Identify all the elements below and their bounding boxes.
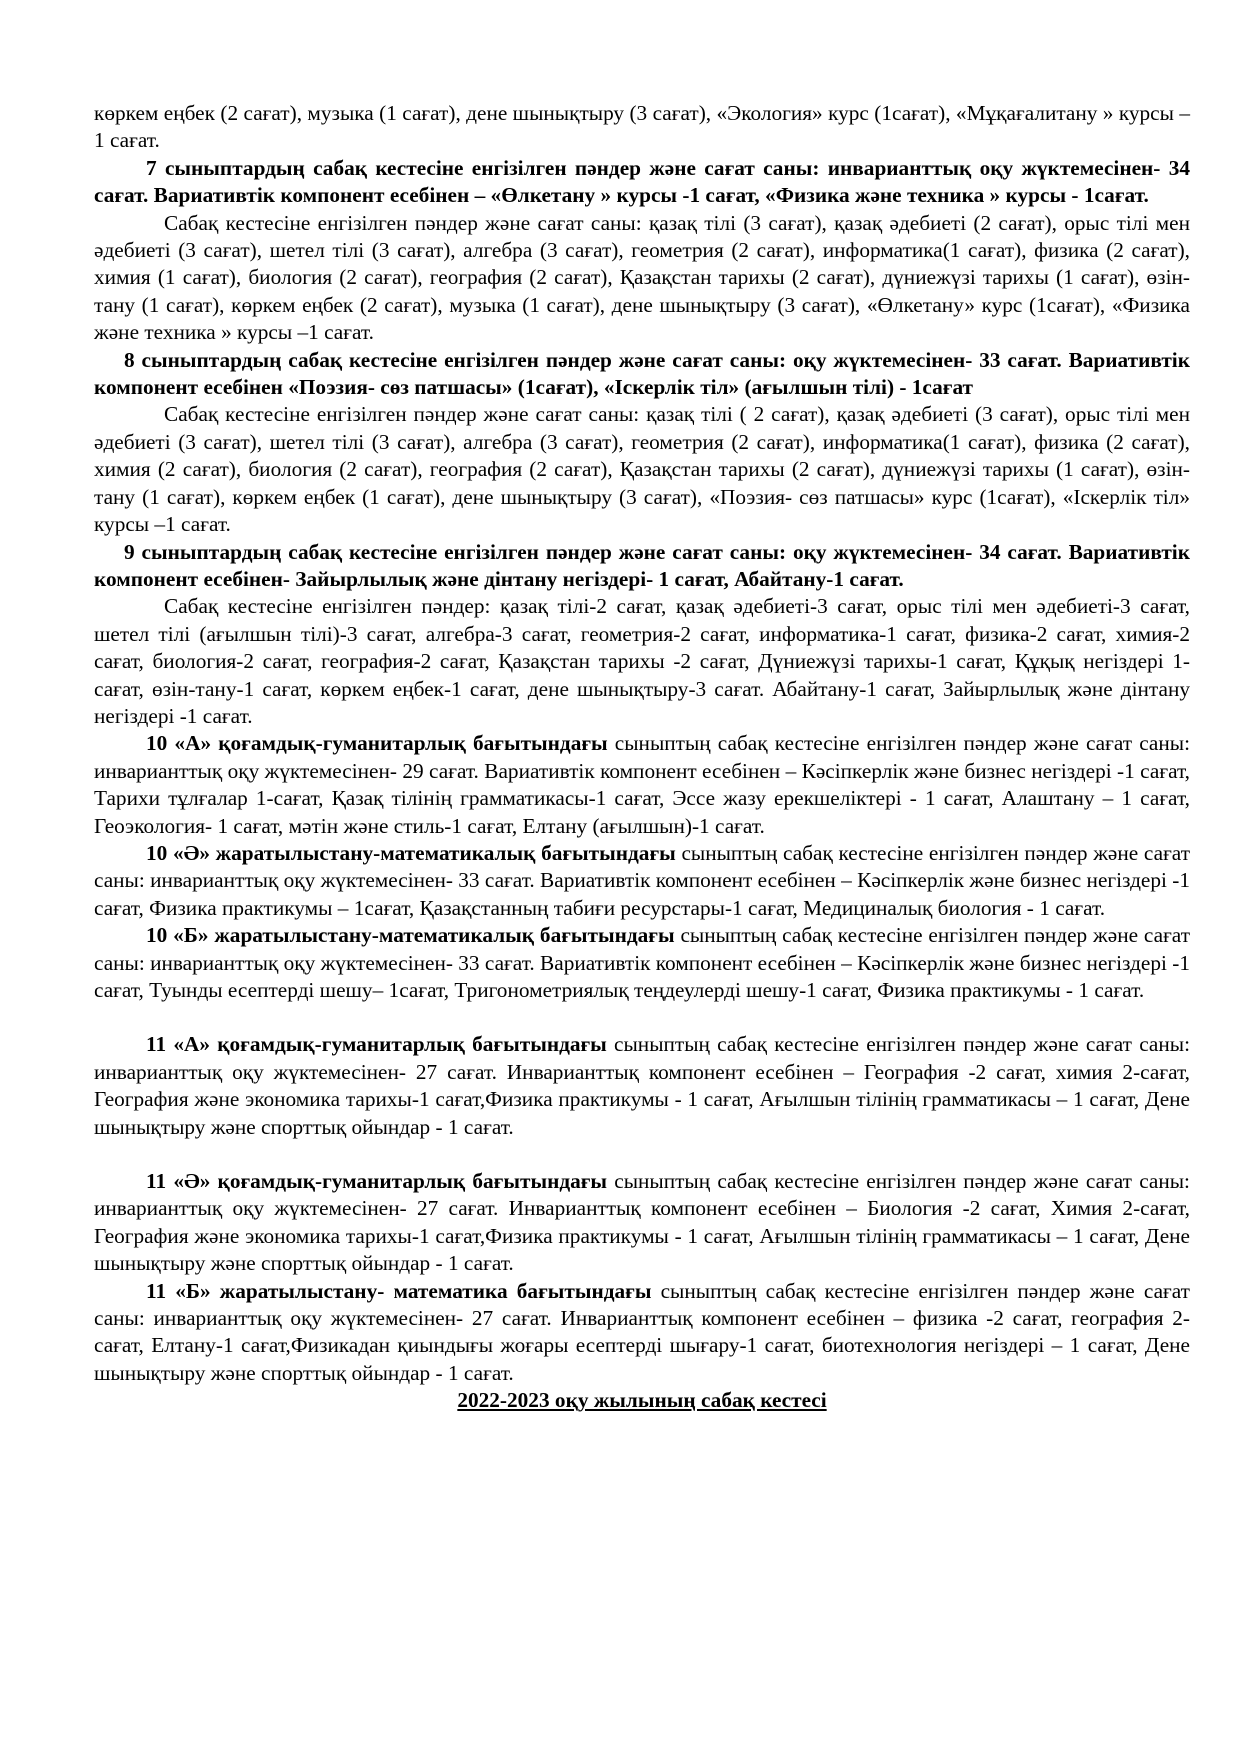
grade11ae-label: 11 «Ә» қоғамдық-гуманитарлық бағытындағы [146, 1169, 608, 1194]
grade10a-label: 10 «А» қоғамдық-гуманитарлық бағытындағы [146, 731, 608, 756]
heading-grade8: 8 сыныптардың сабақ кестесіне енгізілген пәндер және сағат саны: оқу жүктемесінен- 33 сағат. Вариативтік компонент есебінен «Поэзия- сөз патшасы» (1сағат), «Іскерлік тіл» (ағылшын тілі) - 1сағат [94, 347, 1190, 400]
schedule-title: 2022-2023 оқу жылының сабақ кестесі [457, 1388, 827, 1413]
grade11a-label: 11 «А» қоғамдық-гуманитарлық бағытындағы [146, 1032, 607, 1057]
document-body [94, 100, 1190, 1415]
grade10b-label: 10 «Б» жаратылыстану-математикалық бағытындағы [146, 923, 675, 948]
heading-grade9: 9 сыныптардың сабақ кестесіне енгізілген пәндер және сағат саны: оқу жүктемесінен- 34 сағат. Вариативтік компонент есебінен- Зайырлылық және дінтану негіздері- 1 сағат, Абайтану-1 сағат. [94, 539, 1190, 591]
paragraph-grade10ae [94, 840, 1190, 922]
paragraph-grade11b [94, 1278, 1190, 1388]
grade10ae-label: 10 «Ә» жаратылыстану-математикалық бағытындағы [146, 840, 676, 865]
blank-line [94, 1141, 1190, 1168]
grade11b-label: 11 «Б» жаратылыстану- математика бағытындағы [146, 1278, 652, 1303]
paragraph-grade9-subjects: Сабақ кестесіне енгізілген пәндер: қазақ тілі-2 сағат, қазақ әдебиеті-3 сағат, орыс тілі мен әдебиеті-3 сағат, шетел тілі (ағылшын тілі)-3 сағат, алгебра-3 сағат, геометрия-2 сағат, информатика-1 сағат, физика-2 сағат, химия-2 сағат, биология-2 сағат, география-2 сағат, Қазақстан тарихы -2 сағат, Дүниежүзі тарихы-1 сағат, Құқық негіздері 1-сағат, өзін-тану-1 сағат, көркем еңбек-1 сағат, дене шынықтыру-3 сағат. Абайтану-1 сағат, Зайырлылық және дінтану негіздері -1 сағат. [94, 594, 1190, 728]
paragraph-grade11ae [94, 1168, 1190, 1278]
grade11a-text: сыныптың сабақ кестесіне енгізілген пәндер және сағат саны: инварианттық оқу жүктемесінен- 27 сағат. Инварианттық компонент есебінен – География -2 сағат, химия 2-сағат, География және экономика тарихы-1 сағат,Физика практикумы - 1 сағат, Ағылшын тілінің грамматикасы – 1 сағат, Дене шынықтыру және спорттық ойындар - 1 сағат. [94, 1032, 1190, 1139]
heading-grade7: 7 сыныптардың сабақ кестесіне енгізілген пәндер және сағат саны: инварианттық оқу жүктемесінен- 34 сағат. Вариативтік компонент есебінен – «Өлкетану » курсы -1 сағат, «Физика және техника » курсы - 1сағат. [94, 155, 1190, 208]
paragraph-grade6-continuation: көркем еңбек (2 сағат), музыка (1 сағат), дене шынықтыру (3 сағат), «Экология» курс (1сағат), «Мұқағалитану » курсы –1 сағат. [94, 101, 1190, 153]
grade10a-text: сыныптың сабақ кестесіне енгізілген пәндер және сағат саны: инварианттық оқу жүктемесінен- 29 сағат. Вариативтік компонент есебінен – Кәсіпкерлік және бизнес негіздері -1 сағат, Тарихи тұлғалар 1-сағат, Қазақ тілінің грамматикасы-1 сағат, Эссе жазу ерекшеліктері - 1 сағат, Алаштану – 1 сағат, Геоэкология- 1 сағат, мәтін және стиль-1 сағат, Елтану (ағылшын)-1 сағат. [94, 731, 1190, 838]
paragraph-grade10b [94, 922, 1190, 1004]
paragraph-grade8-subjects: Сабақ кестесіне енгізілген пәндер және сағат саны: қазақ тілі ( 2 сағат), қазақ әдебиеті (3 сағат), орыс тілі мен әдебиеті (3 сағат), шетел тілі (3 сағат), алгебра (3 сағат), геометрия (2 сағат), информатика(1 сағат), физика (2 сағат), химия (2 сағат), биология (2 сағат), география (2 сағат), Қазақстан тарихы (2 сағат), дүниежүзі тарихы (1 сағат), өзін-тану (1 сағат), көркем еңбек (1 сағат), дене шынықтыру (3 сағат), «Поэзия- сөз патшасы» курс (1сағат), «Іскерлік тіл» курсы –1 сағат. [94, 402, 1190, 537]
paragraph-grade7-subjects: Сабақ кестесіне енгізілген пәндер және сағат саны: қазақ тілі (3 сағат), қазақ әдебиеті (2 сағат), орыс тілі мен әдебиеті (3 сағат), шетел тілі (3 сағат), алгебра (3 сағат), геометрия (2 сағат), информатика(1 сағат), физика (2 сағат), химия (1 сағат), биология (2 сағат), география (2 сағат), Қазақстан тарихы (2 сағат), дүниежүзі тарихы (1 сағат), өзін-тану (1 сағат), көркем еңбек (2 сағат), музыка (1 сағат), дене шынықтыру (3 сағат), «Өлкетану» курс (1сағат), «Физика және техника » курсы –1 сағат. [94, 210, 1190, 345]
grade10ae-text: сыныптың сабақ кестесіне енгізілген пәндер және сағат саны: инварианттық оқу жүктемесінен- 33 сағат. Вариативтік компонент есебінен – Кәсіпкерлік және бизнес негіздері -1 сағат, Физика практикумы – 1сағат, Қазақстанның табиғи ресурстары-1 сағат, Медициналық биология - 1 сағат. [94, 840, 1191, 920]
grade11b-text: сыныптың сабақ кестесіне енгізілген пәндер және сағат саны: инварианттық оқу жүктемесінен- 27 сағат. Инварианттық компонент есебінен – физика -2 сағат, география 2-сағат, Елтану-1 сағат,Физикадан қиындығы жоғары есептерді шығару-1 сағат, биотехнология негіздері – 1 сағат, Дене шынықтыру және спорттық ойындар - 1 сағат. [94, 1278, 1190, 1385]
grade10b-text: сыныптың сабақ кестесіне енгізілген пәндер және сағат саны: инварианттық оқу жүктемесінен- 33 сағат. Вариативтік компонент есебінен – Кәсіпкерлік және бизнес негіздері -1 сағат, Туынды есептерді шешу– 1сағат, Тригонометриялық теңдеулерді шешу-1 сағат, Физика практикумы - 1 сағат. [94, 923, 1191, 1002]
paragraph-grade11a [94, 1031, 1190, 1141]
paragraph-grade10a [94, 730, 1190, 840]
blank-line [94, 1004, 1190, 1031]
grade11ae-text: сыныптың сабақ кестесіне енгізілген пәндер және сағат саны: инварианттық оқу жүктемесінен- 27 сағат. Инварианттық компонент есебінен – Биология -2 сағат, Химия 2-сағат, География және экономика тарихы-1 сағат,Физика практикумы - 1 сағат, Ағылшын тілінің грамматикасы – 1 сағат, Дене шынықтыру және спорттық ойындар - 1 сағат. [94, 1169, 1190, 1276]
